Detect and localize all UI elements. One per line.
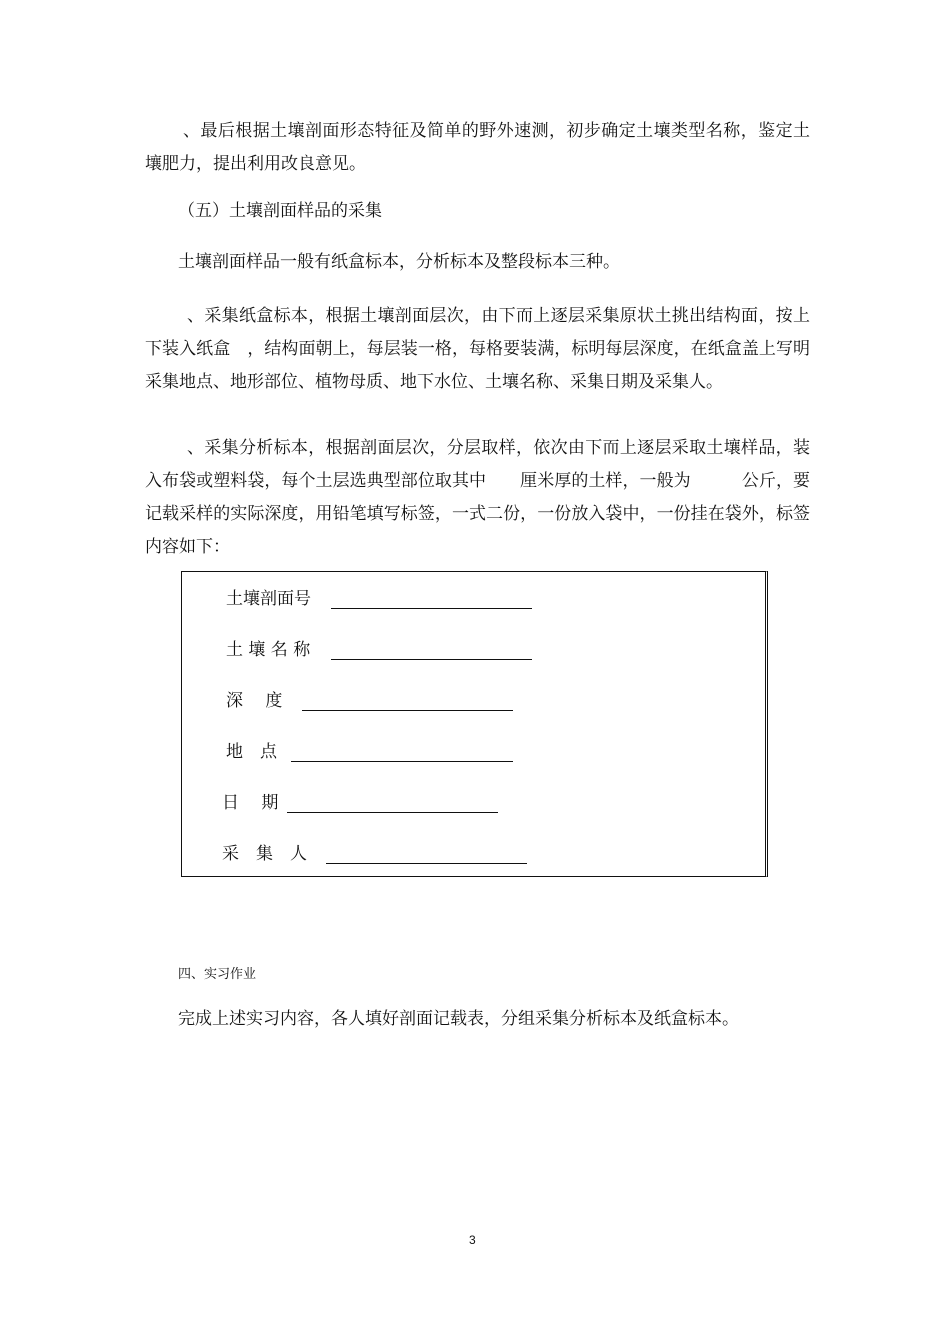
label-field-date: 日 期 <box>222 793 279 813</box>
soil-name-blank-line <box>331 659 532 660</box>
location-blank-line <box>291 761 513 762</box>
depth-blank-line <box>302 710 513 711</box>
section-heading-sample-collection: （五）土壤剖面样品的采集 <box>178 201 382 221</box>
label-field-collector: 采 集 人 <box>222 844 307 864</box>
label-field-depth: 深 度 <box>226 691 283 711</box>
paragraph-sample-types: 土壤剖面样品一般有纸盒标本，分析标本及整段标本三种。 <box>178 252 620 272</box>
label-field-soil-name: 土 壤 名 称 <box>226 640 311 660</box>
paragraph-soil-type-determination: 、最后根据土壤剖面形态特征及简单的野外速测，初步确定土壤类型名称，鉴定土壤肥力，提出利用改良意见。 <box>145 121 810 174</box>
sample-label-template <box>181 571 768 877</box>
paragraph-paper-box-specimen: 、采集纸盒标本，根据土壤剖面层次，由下而上逐层采集原状土挑出结构面，按上下装入纸盒 ，结构面朝上，每层装一格，每格要装满，标明每层深度，在纸盒盖上写明采集地点、地形部位、植物母质、地下水位、土壤名称、采集日期及采集人。 <box>145 306 810 392</box>
label-field-profile-number: 土壤剖面号 <box>226 589 311 609</box>
section-heading-assignment: 四、实习作业 <box>178 967 257 982</box>
profile-number-blank-line <box>331 608 532 609</box>
date-blank-line <box>287 812 498 813</box>
collector-blank-line <box>326 863 527 864</box>
label-field-location: 地 点 <box>226 742 277 762</box>
paragraph-assignment: 完成上述实习内容，各人填好剖面记载表，分组采集分析标本及纸盒标本。 <box>178 1009 739 1029</box>
page-number: 3 <box>469 1233 476 1247</box>
paragraph-analysis-specimen: 、采集分析标本，根据剖面层次，分层取样，依次由下而上逐层采取土壤样品，装入布袋或塑料袋，每个土层选典型部位取其中 厘米厚的土样，一般为 公斤，要记载采样的实际深度，用铅笔填写标签，一式二份，一份放入袋中，一份挂在袋外，标签内容如下： <box>145 438 810 557</box>
